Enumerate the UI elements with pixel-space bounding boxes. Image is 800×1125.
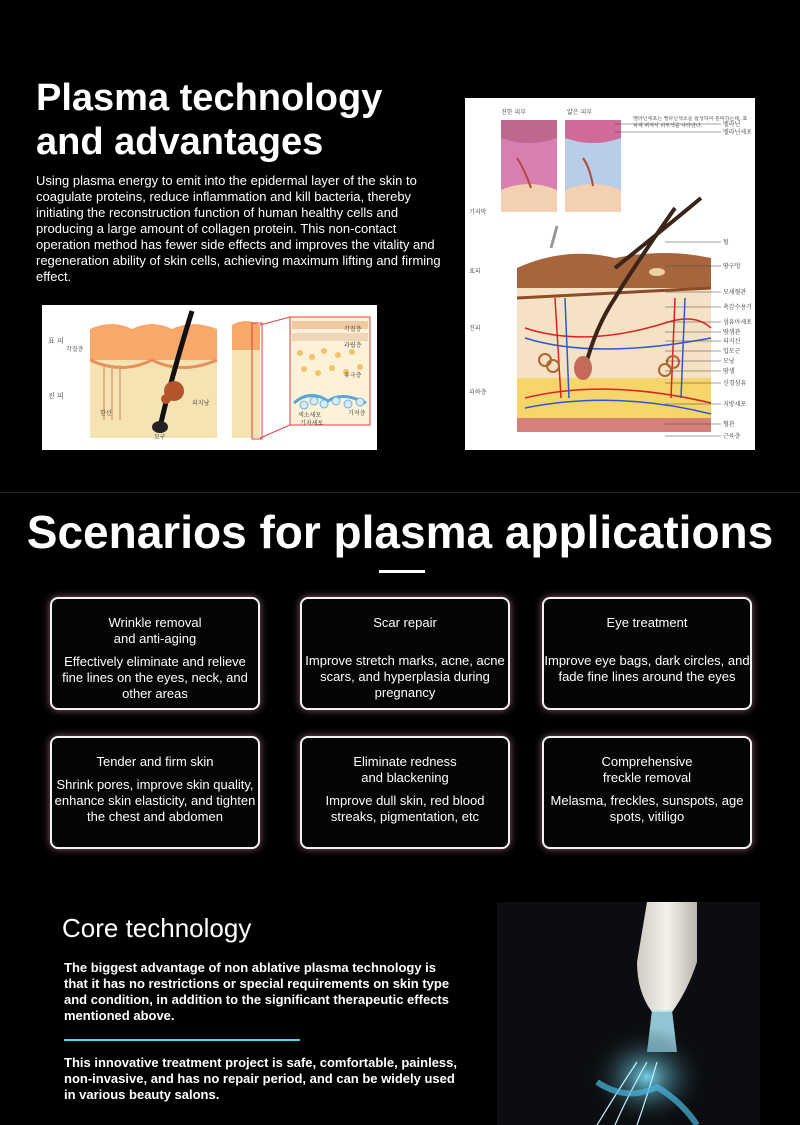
label-granular: 과립층 [344,342,362,349]
section-divider [0,492,800,493]
anatomy-label: 땀샘관 [723,329,741,336]
label-dermis: 진 피 [48,392,64,400]
scenario-card-title: Eliminate redness and blackening [353,754,457,785]
scenarios-title-underline [379,570,425,573]
core-title: Core technology [62,913,252,943]
scenario-card-desc: Improve dull skin, red blood streaks, pigmentation, etc [325,793,485,824]
anatomy-label: 섬유아세포 [723,319,752,326]
scenario-card-desc: Shrink pores, improve skin quality, enhance skin elasticity, and tighten the chest and abdomen [54,777,256,824]
skin-layers-illustration [42,305,377,450]
core-paragraph-1: The biggest advantage of non ablative plasma technology is that it has no restrictions or special requirements on skin type and condition, in addition to the significant therapeutic effects mentioned above. [64,960,450,1023]
core-paragraph-2: This innovative treatment project is safe, comfortable, painless, non-invasive, and has no repair period, and can be widely used in various beauty salons. [64,1055,458,1102]
hero-title-line2: and advantages [36,121,324,163]
melanin-note: 멜라닌세포는 멜라닌색소를 합성하여 분비하는데, 표피에 퍼져서 피부색을 나타낸다. [633,116,748,129]
label-stratum-corneum-left: 각질층 [66,346,84,353]
core-accent-line [64,1039,300,1041]
anatomy-label: 모세혈관 [723,289,747,296]
anatomy-label: 입모근 [723,348,741,355]
hero-description: Using plasma energy to emit into the epidermal layer of the skin to coagulate proteins, reduce inflammation and kill bacteria, thereby initiating the reconstruction function of human healthy cells and producing a large amount of collagen protein. This non-contact operation method has fewer side effects and improves the vitality and regeneration ability of skin cells, achieving maximum lifting and firming effect. [36,173,441,284]
label-dark-skin: 진한 피부 [501,109,527,116]
label-sebaceous: 피지낭 [192,400,210,407]
scenario-card-title: Eye treatment [606,615,688,630]
scenario-card-scar [300,597,510,710]
anatomy-label: 땀샘 [723,368,735,375]
label-basal-cell: 기저세포 [300,420,324,427]
label-stratum-corneum: 각질층 [344,326,362,333]
scenario-card-desc: Improve stretch marks, acne, acne scars, and hyperplasia during pregnancy [305,653,505,700]
scenario-card-desc: Effectively eliminate and relieve fine lines on the eyes, neck, and other areas [62,654,248,701]
label-melanocyte: 색소세포 [298,412,322,419]
anatomy-label: 털 [723,239,729,246]
label-basal-layer: 기저층 [348,410,366,417]
skin-anatomy-diagram [465,98,755,450]
hero-title [36,76,436,164]
scenario-card-title: Tender and firm skin [96,754,214,769]
skin-anatomy-illustration [465,98,755,450]
label-basement-membrane: 기저막 [469,209,487,216]
scenario-card-freckle [542,736,752,849]
label-epidermis: 표 피 [48,337,64,345]
anatomy-label: 신경섬유 [723,380,747,387]
label-epidermis-r: 표피 [469,268,481,275]
anatomy-label: 근육층 [723,433,741,440]
scenario-card-desc: Improve eye bags, dark circles, and fade fine lines around the eyes [544,653,750,684]
anatomy-label: 모낭 [723,358,735,365]
plasma-device-photo [497,902,760,1125]
anatomy-label: 촉감수용기 [723,304,752,311]
anatomy-label: 지방세포 [723,401,747,408]
label-dermis-r: 진피 [469,325,481,332]
label-light-skin: 얇은 피부 [567,109,593,116]
label-sweat-gland: 한선 [100,410,112,417]
scenario-card-title: Comprehensive freckle removal [601,754,693,785]
scenario-card-redness [300,736,510,849]
scenario-card-title: Wrinkle removal and anti-aging [108,615,202,646]
scenario-card-eye [542,597,752,710]
scenario-card-wrinkle [50,597,260,710]
skin-layers-diagram [42,305,377,450]
scenario-card-title: Scar repair [373,615,437,630]
scenario-card-desc: Melasma, freckles, sunspots, age spots, vitiligo [550,793,744,824]
plasma-pen-illustration [497,902,760,1125]
anatomy-label: 땀구멍 [723,263,741,270]
anatomy-label: 피지선 [723,338,741,345]
scenario-card-tender [50,736,260,849]
scenarios-title: Scenarios for plasma applications [26,506,774,558]
label-hypodermis: 피하층 [469,389,487,396]
anatomy-label: 멜라닌 [723,121,741,128]
label-hair-bulb: 모구 [154,434,166,441]
anatomy-label: 혈관 [723,421,735,428]
label-spinous: 유극층 [344,372,362,379]
anatomy-label: 멜라닌세포 [723,129,752,136]
hero-title-line1: Plasma technology [36,77,383,119]
